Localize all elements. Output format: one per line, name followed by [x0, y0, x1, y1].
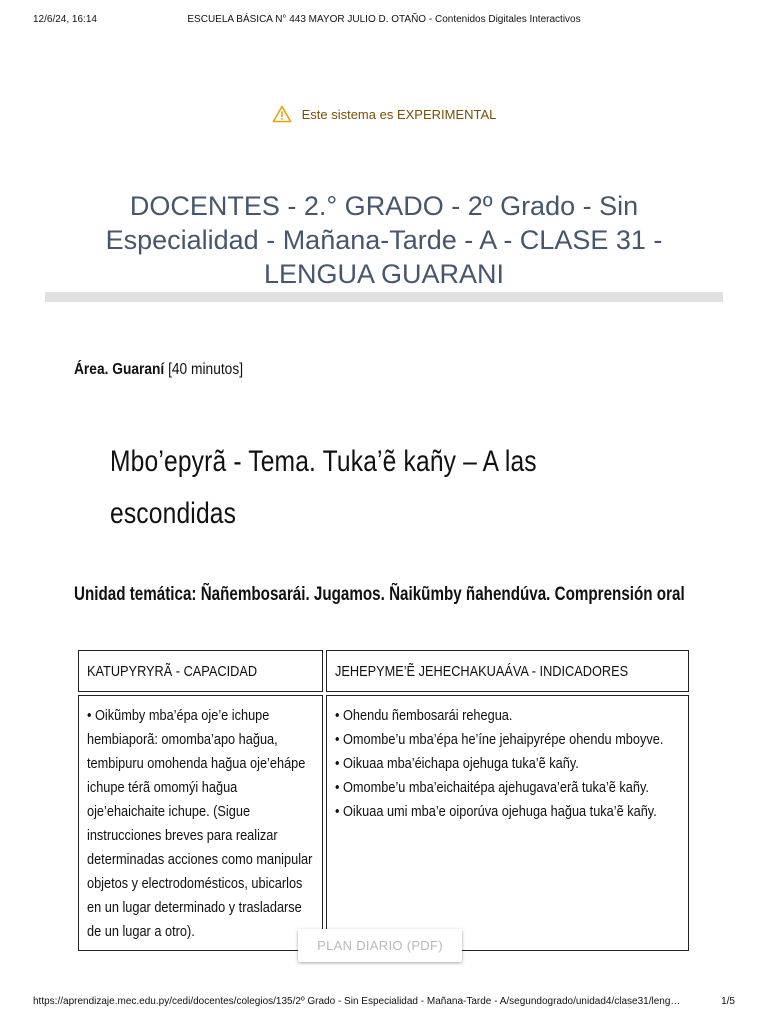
print-datetime: 12/6/24, 16:14 [33, 14, 97, 25]
indicators-cell [326, 695, 689, 951]
area-line [74, 361, 243, 379]
table-header-cell: JEHEPYME’Ẽ JEHECHAKUAÁVA - INDICADORES [326, 650, 689, 692]
page-title: DOCENTES - 2.° GRADO - 2º Grado - Sin Especialidad - Mañana-Tarde - A - CLASE 31 - LENGUA GUARANI [105, 191, 663, 289]
warning-icon [272, 105, 292, 123]
area-label: Área. Guaraní [74, 361, 165, 378]
print-header [33, 14, 735, 28]
capacity-cell: • Oikũmby mba’épa oje’e ichupe hembiaporã: omomba’apo hağua, tembipuru omohenda hağua oje’ehápe ichupe térã omomýi hağua oje’ehaichaite ichupe. (Sigue instrucciones breves para realizar determinadas acciones como manipular objetos y electrodomésticos, ubicarlos en un lugar determinado y trasladarse de un lugar a otro). [78, 695, 323, 951]
table-header-row [78, 650, 689, 692]
list-item: • Oikuaa umi mba’e oiporúva ojehuga hağua tuka’ẽ kañy. [335, 803, 657, 820]
area-duration: [40 minutos] [168, 361, 244, 378]
list-item: • Omombe’u mba’eichaitépa ajehugava’erã tuka’ẽ kañy. [335, 779, 650, 796]
list-item: • Omombe’u mba’épa he’íne jehaipyrépe ohendu mboyve. [335, 731, 664, 748]
plan-diario-pdf-button[interactable]: PLAN DIARIO (PDF) [298, 929, 462, 962]
list-item: • Oikuaa mba’éichapa ojehuga tuka’ẽ kañy. [335, 755, 580, 772]
title-divider [45, 292, 723, 302]
unit-title: Unidad temática: Ñañembosarái. Jugamos. Ñaikũmby ñahendúva. Comprensión oral [74, 584, 685, 605]
print-url: https://aprendizaje.mec.edu.py/cedi/docentes/colegios/135/2º Grado - Sin Especialidad - Mañana-Tarde - A/segundogrado/unidad4/clase31/leng… [33, 996, 681, 1007]
list-item: • Ohendu ñembosarái rehegua. [335, 707, 513, 724]
capacity-indicators-table [75, 647, 692, 954]
page-number: 1/5 [721, 996, 735, 1007]
banner-text: Este sistema es EXPERIMENTAL [301, 106, 497, 122]
theme-title: Mbo’epyrã - Tema. Tuka’ẽ kañy – A las escondidas [110, 445, 537, 530]
print-footer [33, 996, 735, 1010]
experimental-banner [0, 102, 768, 126]
table-header-cell: KATUPYRYRÃ - CAPACIDAD [78, 650, 323, 692]
print-page-title: ESCUELA BÁSICA N° 443 MAYOR JULIO D. OTAÑO - Contenidos Digitales Interactivos [187, 14, 581, 25]
table-row [78, 695, 689, 951]
